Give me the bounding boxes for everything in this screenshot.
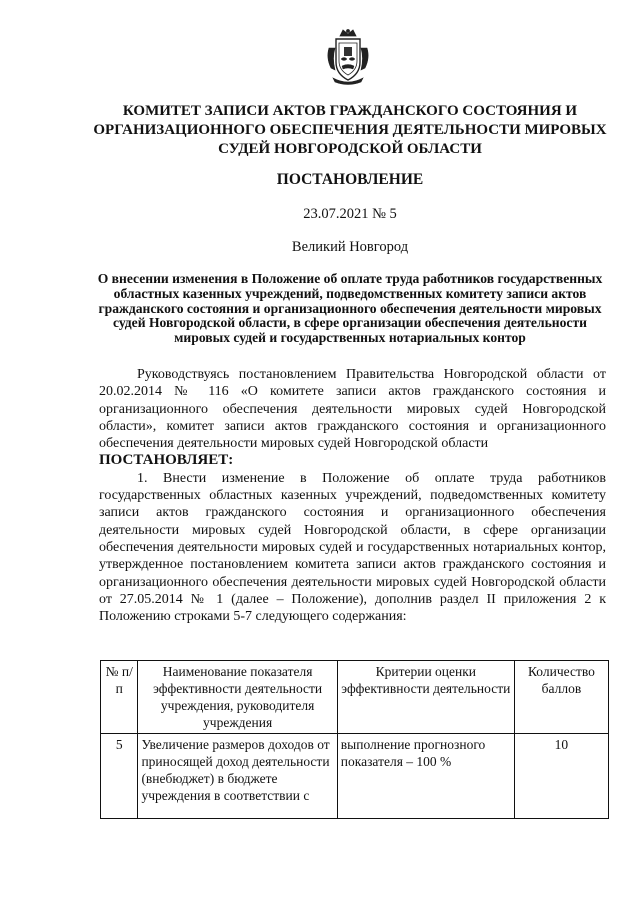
document-body: [99, 366, 606, 625]
table-header-row: [101, 661, 609, 734]
row-indicator: Увеличение размеров доходов от приносящей доход деятельности (внебюджет) в бюджете учреждения в соответствии с: [138, 734, 337, 819]
organization-title: КОМИТЕТ ЗАПИСИ АКТОВ ГРАЖДАНСКОГО СОСТОЯНИЯ И ОРГАНИЗАЦИОННОГО ОБЕСПЕЧЕНИЯ ДЕЯТЕЛЬНОСТИ МИРОВЫХ СУДЕЙ НОВГОРОДСКОЙ ОБЛАСТИ: [93, 103, 607, 157]
row-points: 10: [514, 734, 608, 819]
row-criteria: выполнение прогнозного показателя – 100 %: [337, 734, 514, 819]
header-num: № п/п: [101, 661, 138, 734]
coat-of-arms-emblem: [323, 28, 373, 86]
table-row: [101, 734, 609, 819]
document-type: ПОСТАНОВЛЕНИЕ: [276, 171, 424, 188]
item-1-paragraph: 1. Внести изменение в Положение об оплате труда работников государственных областных казенных учреждений, подведомственных комитету записи актов гражданского состояния и организационного обеспечения деятельности мировых судей Новгородской области, в сфере организации обеспечения деятельности мировых судей и государственных нотариальных контор, утвержденное постановлением комитета записи актов гражданского состояния и организационного обеспечения деятельности мировых судей Новгородской области от 27.05.2014 № 1 (далее – Положение), дополнив раздел II приложения 2 к Положению строками 5-7 следующего содержания:: [99, 470, 606, 625]
row-num: 5: [101, 734, 138, 819]
document-subject: О внесении изменения в Положение об оплате труда работников государственных областных казенных учреждений, подведомственных комитету записи актов гражданского состояния и организационного обеспечения деятельности мировых судей Новгородской области, в сфере организации обеспечения деятельности мировых судей и государственных нотариальных контор: [97, 271, 603, 346]
header-indicator: Наименование показателя эффективности деятельности учреждения, руководителя учреждения: [138, 661, 337, 734]
resolves-heading: ПОСТАНОВЛЯЕТ:: [99, 452, 234, 469]
header-criteria: Критерии оценки эффективности деятельности: [337, 661, 514, 734]
criteria-table: [100, 660, 609, 819]
preamble-paragraph: Руководствуясь постановлением Правительства Новгородской области от 20.02.2014 № 116 «О комитете записи актов гражданского состояния и организационного обеспечения деятельности мировых судей Новгородской области», комитет записи актов гражданского состояния и организационного обеспечения деятельности мировых судей Новгородской области: [99, 367, 606, 452]
date-number: 23.07.2021 № 5: [303, 206, 397, 222]
header-points: Количество баллов: [514, 661, 608, 734]
city: Великий Новгород: [291, 239, 409, 255]
